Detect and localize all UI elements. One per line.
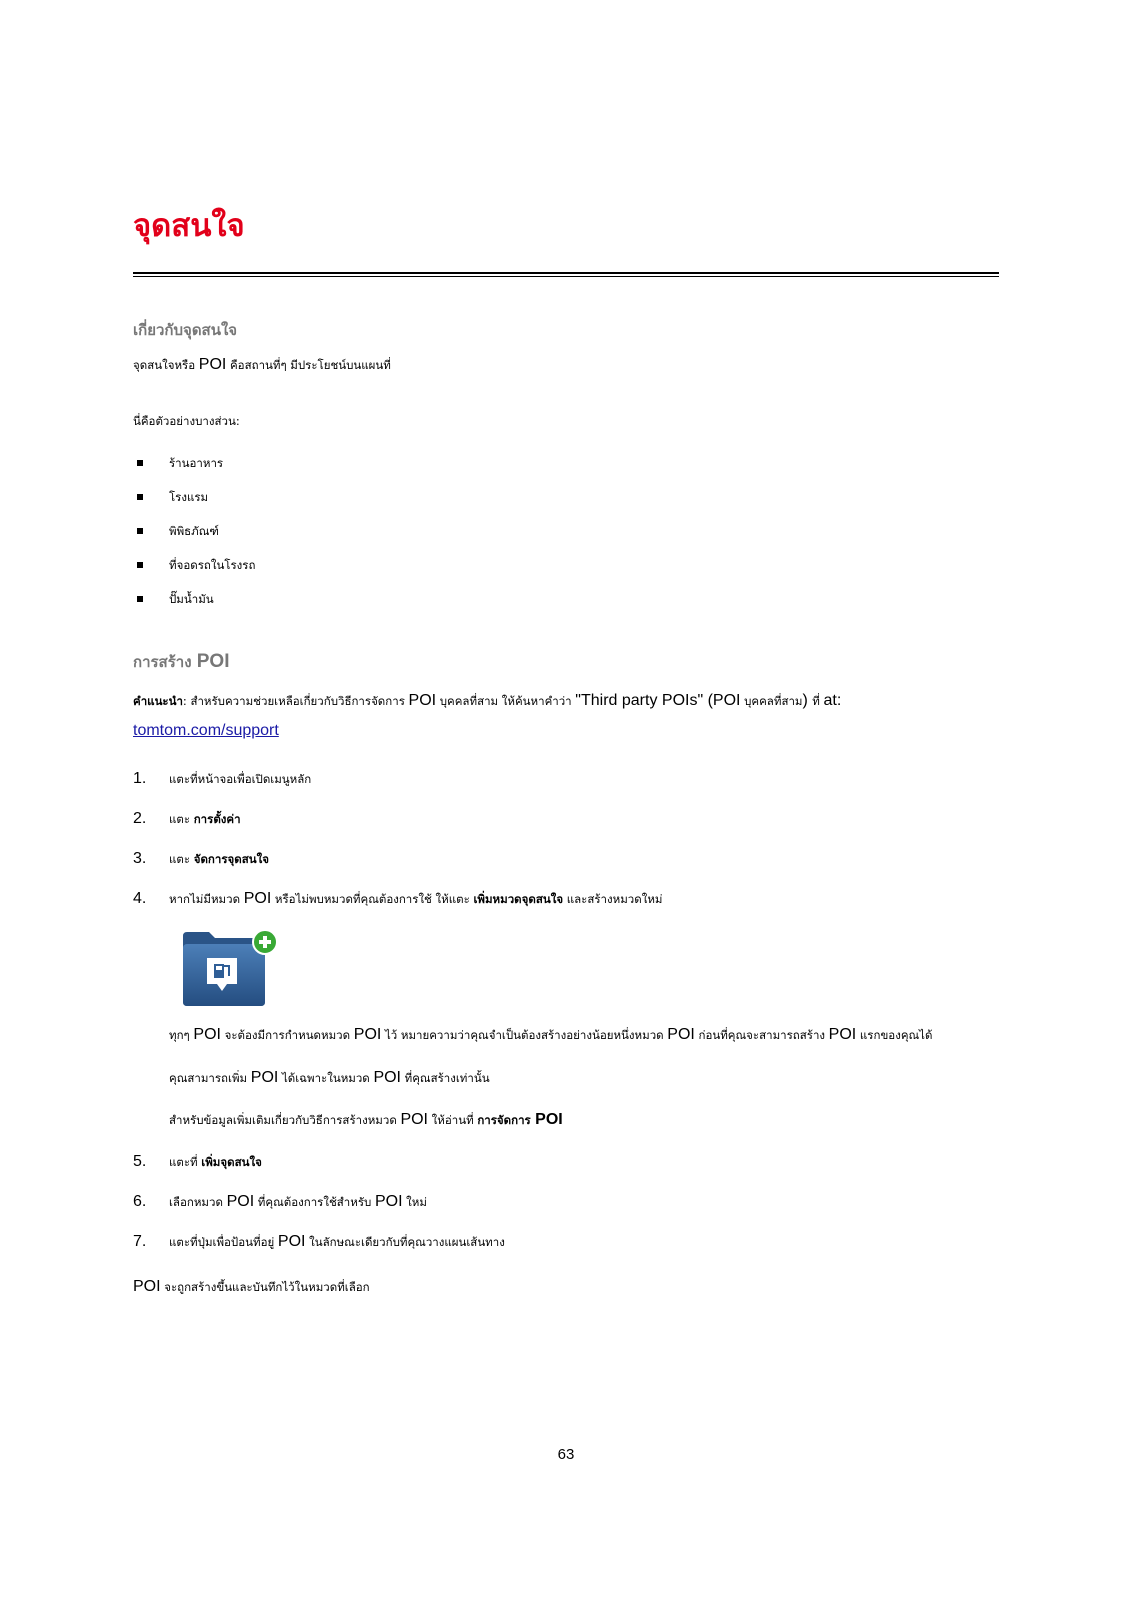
list-item: พิพิธภัณฑ์ <box>133 523 255 557</box>
final-note: POI จะถูกสร้างขึ้นและบันทึกไว้ในหมวดที่เลือก <box>133 1278 370 1295</box>
title-divider <box>133 272 999 277</box>
list-item: ปั๊มน้ำมัน <box>133 591 255 625</box>
page-number: 63 <box>557 1446 575 1463</box>
bullet-icon <box>137 460 143 466</box>
step-5: 5. แตะที่ เพิ่มจุดสนใจ <box>133 1153 262 1170</box>
step-7: 7. แตะที่ปุ่มเพื่อป้อนที่อยู่ POI ในลักษณะเดียวกับที่คุณวางแผนเส้นทาง <box>133 1233 505 1250</box>
plus-badge-icon <box>253 930 277 954</box>
examples-list <box>133 455 255 625</box>
page-title: จุดสนใจ <box>133 208 245 244</box>
note-own-categories: คุณสามารถเพิ่ม POI ได้เฉพาะในหมวด POI ที่คุณสร้างเท่านั้น <box>169 1069 490 1086</box>
support-link[interactable]: tomtom.com/support <box>133 722 279 739</box>
add-poi-category-folder-icon[interactable] <box>181 928 281 1008</box>
list-item: โรงแรม <box>133 489 255 523</box>
bullet-icon <box>137 562 143 568</box>
step-4: 4. หากไม่มีหมวด POI หรือไม่พบหมวดที่คุณต้องการใช้ ให้แตะ เพิ่มหมวดจุดสนใจ และสร้างหมวดใหม่ <box>133 890 663 907</box>
examples-label: นี่คือตัวอย่างบางส่วน: <box>133 414 240 428</box>
bullet-icon <box>137 596 143 602</box>
note-category-required: ทุกๆ POI จะต้องมีการกำหนดหมวด POI ไว้ หมายความว่าคุณจำเป็นต้องสร้างอย่างน้อยหนึ่งหมวด POI ก่อนที่คุณจะสามารถสร้าง POI แรกของคุณได้ <box>169 1026 933 1043</box>
list-item: ร้านอาหาร <box>133 455 255 489</box>
create-poi-heading: การสร้าง POI <box>133 651 230 672</box>
step-3: 3. แตะ จัดการจุดสนใจ <box>133 850 269 867</box>
tip-paragraph: คำแนะนำ: สำหรับความช่วยเหลือเกี่ยวกับวิธีการจัดการ POI บุคคลที่สาม ให้ค้นหาคำว่า "Third party POIs" (POI บุคคลที่สาม) ที่ at: <box>133 692 842 709</box>
about-heading: เกี่ยวกับจุดสนใจ <box>133 321 238 339</box>
note-more-info: สำหรับข้อมูลเพิ่มเติมเกี่ยวกับวิธีการสร้างหมวด POI ให้อ่านที่ การจัดการ POI <box>169 1111 563 1128</box>
bullet-icon <box>137 494 143 500</box>
bullet-icon <box>137 528 143 534</box>
step-1: 1. แตะที่หน้าจอเพื่อเปิดเมนูหลัก <box>133 770 312 787</box>
step-6: 6. เลือกหมวด POI ที่คุณต้องการใช้สำหรับ POI ใหม่ <box>133 1193 427 1210</box>
about-intro: จุดสนใจหรือ POI คือสถานที่ๆ มีประโยชน์บนแผนที่ <box>133 356 391 373</box>
step-2: 2. แตะ การตั้งค่า <box>133 810 241 827</box>
list-item: ที่จอดรถในโรงรถ <box>133 557 255 591</box>
